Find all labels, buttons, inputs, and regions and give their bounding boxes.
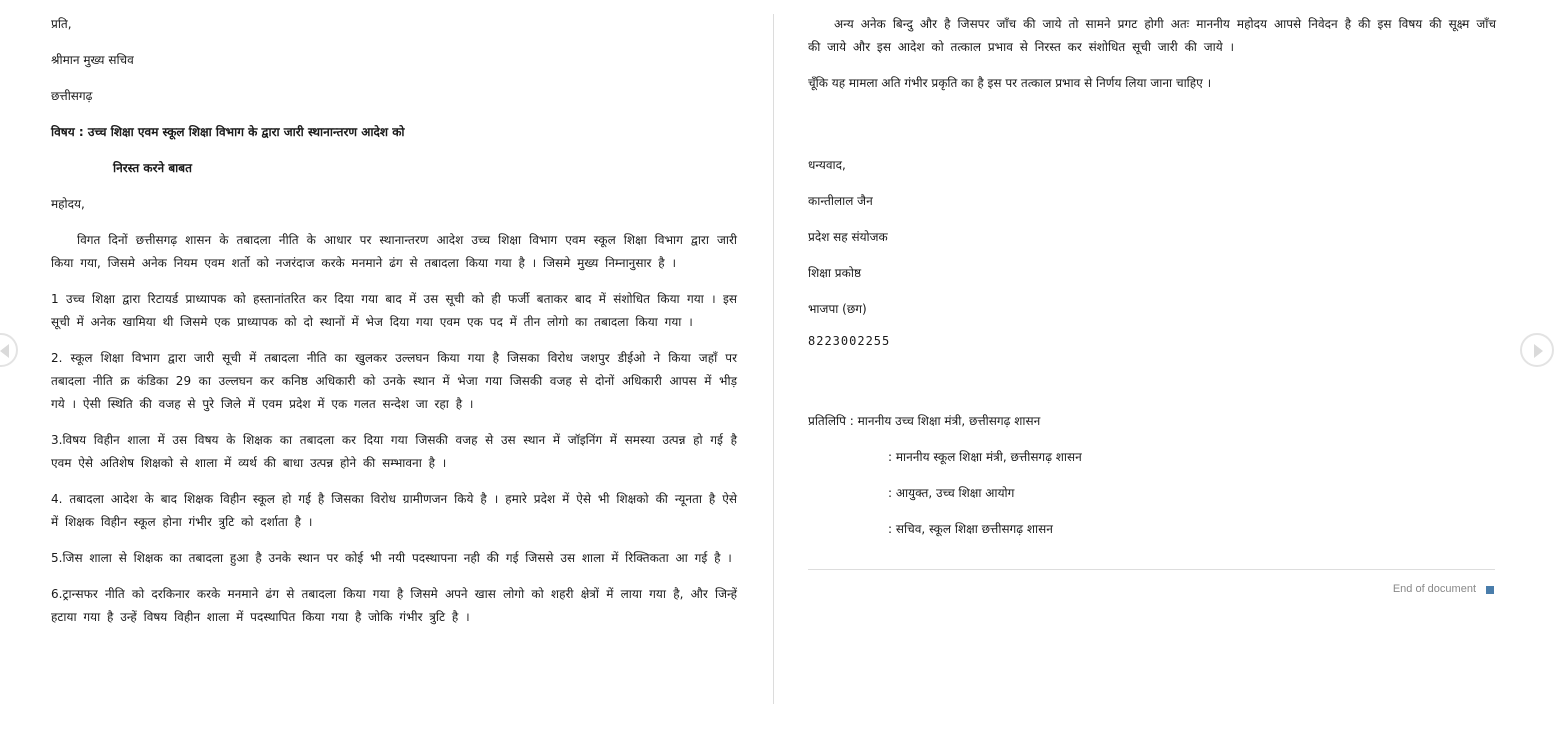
thanks: धन्यवाद, [808,158,846,172]
sender-title: प्रदेश सह संयोजक [808,230,888,244]
point-5: 5.जिस शाला से शिक्षक का तबादला हुआ है उनके स्थान पर कोई भी नयी पदस्थापना नही की गई जिससे उस शाला में रिक्तिकता आ गई है । [51,551,732,565]
point-1: 1 उच्च शिक्षा द्वारा रिटायर्ड प्राध्यापक को हस्तानांतरित कर दिया गया बाद में उस सूची को ही फर्जी बताकर बाद में संशोधित किया गया । इस सूची में अनेक खामिया थी जिसमे एक प्राध्यापक को दो स्थानों में भेज दिया गया एवम एक पद में तीन लोगो का तबादला किया गया । [51,292,737,329]
next-page-arrow-icon[interactable] [1520,333,1554,367]
subject-line: विषय : उच्च शिक्षा एवम स्कूल शिक्षा विभाग के द्वारा जारी स्थानान्तरण आदेश को [51,125,405,139]
intro-paragraph: विगत दिनों छत्तीसगढ़ शासन के तबादला नीति के आधार पर स्थानान्तरण आदेश उच्च शिक्षा विभाग एवम स्कूल शिक्षा विभाग द्वारा जारी किया गया, जिसमे अनेक नियम एवम शर्तो को नजरंदाज करके मनमाने ढंग से तबादला किया गया है । जिसमे मुख्य निम्नानुसार है । [51,233,737,270]
point-3: 3.विषय विहीन शाला में उस विषय के शिक्षक का तबादला कर दिया गया जिसकी वजह से उस स्थान में जॉइनिंग में समस्या उत्पन्न हो गई है एवम ऐसे अतिशेष शिक्षको से शाला में व्यर्थ की बाधा उत्पन्न होने की सम्भावना है । [51,433,737,470]
end-marker-icon [1486,586,1494,594]
previous-page-arrow-icon[interactable] [0,333,18,367]
request-paragraph: अन्य अनेक बिन्दु और है जिसपर जाँच की जाये तो सामने प्रगट होगी अतः माननीय महोदय आपसे निवेदन है की इस विषय की सूक्ष्म जाँच की जाये और इस आदेश को तत्काल प्रभाव से निरस्त कर संशोधित सूची जारी की जाये । [808,17,1496,54]
greeting: महोदय, [51,197,85,211]
point-4: 4. तबादला आदेश के बाद शिक्षक विहीन स्कूल हो गई है जिसका विरोध ग्रामीणजन किये है । हमारे प्रदेश में ऐसे भी शिक्षको की न्यूनता है ऐसे में शिक्षक विहीन स्कूल होना गंभीर त्रुटि को दर्शाता है । [51,492,737,529]
left-page [51,0,737,629]
sender-party: भाजपा (छग) [808,302,867,316]
page-divider [773,14,774,704]
copy-to-line: प्रतिलिपि : माननीय उच्च शिक्षा मंत्री, छत्तीसगढ़ शासन [808,414,1041,428]
end-of-document-rule [808,569,1495,570]
sender-phone: 8223002255 [808,334,891,348]
recipient: श्रीमान मुख्य सचिव [51,53,134,67]
right-page [808,0,1496,541]
point-2: 2. स्कूल शिक्षा विभाग द्वारा जारी सूची में तबादला नीति का खुलकर उल्लघन किया गया है जिसका विरोध जशपुर डीईओ ने किया जहाँ पर तबादला नीति क्र कंडिका 29 का उल्लघन कर कनिष्ठ अधिकारी को उनके स्थान में भेजा गया जिसकी वजह से दोनों अधिकारी आपस में भीड़ गये । ऐसी स्थिति की वजह से पुरे जिले में एवम प्रदेश में एक गलत सन्देश जा रहा है । [51,351,737,411]
end-of-document-label: End of document [1392,583,1476,595]
copy-to-line: : सचिव, स्कूल शिक्षा छत्तीसगढ़ शासन [888,522,1053,536]
subject-continuation: निरस्त करने बाबत [113,161,192,175]
sender-name: कान्तीलाल जैन [808,194,873,208]
urgency-paragraph: चूँकि यह मामला अति गंभीर प्रकृति का है इस पर तत्काल प्रभाव से निर्णय लिया जाना चाहिए । [808,76,1212,90]
copy-to-line: : माननीय स्कूल शिक्षा मंत्री, छत्तीसगढ़ शासन [888,450,1082,464]
recipient-state: छत्तीसगढ़ [51,89,93,103]
copy-to-line: : आयुक्त, उच्च शिक्षा आयोग [888,486,1015,500]
salutation-to: प्रति, [51,17,72,31]
point-6: 6.ट्रान्सफर नीति को दरकिनार करके मनमाने ढंग से तबादला किया गया है जिसमे अपने खास लोगो को शहरी क्षेत्रों में लाया गया है, और जिन्हें हटाया गया है उन्हें विषय विहीन शाला में पदस्थापित किया गया है जोकि गंभीर त्रुटि है । [51,587,737,624]
sender-cell: शिक्षा प्रकोष्ठ [808,266,862,280]
